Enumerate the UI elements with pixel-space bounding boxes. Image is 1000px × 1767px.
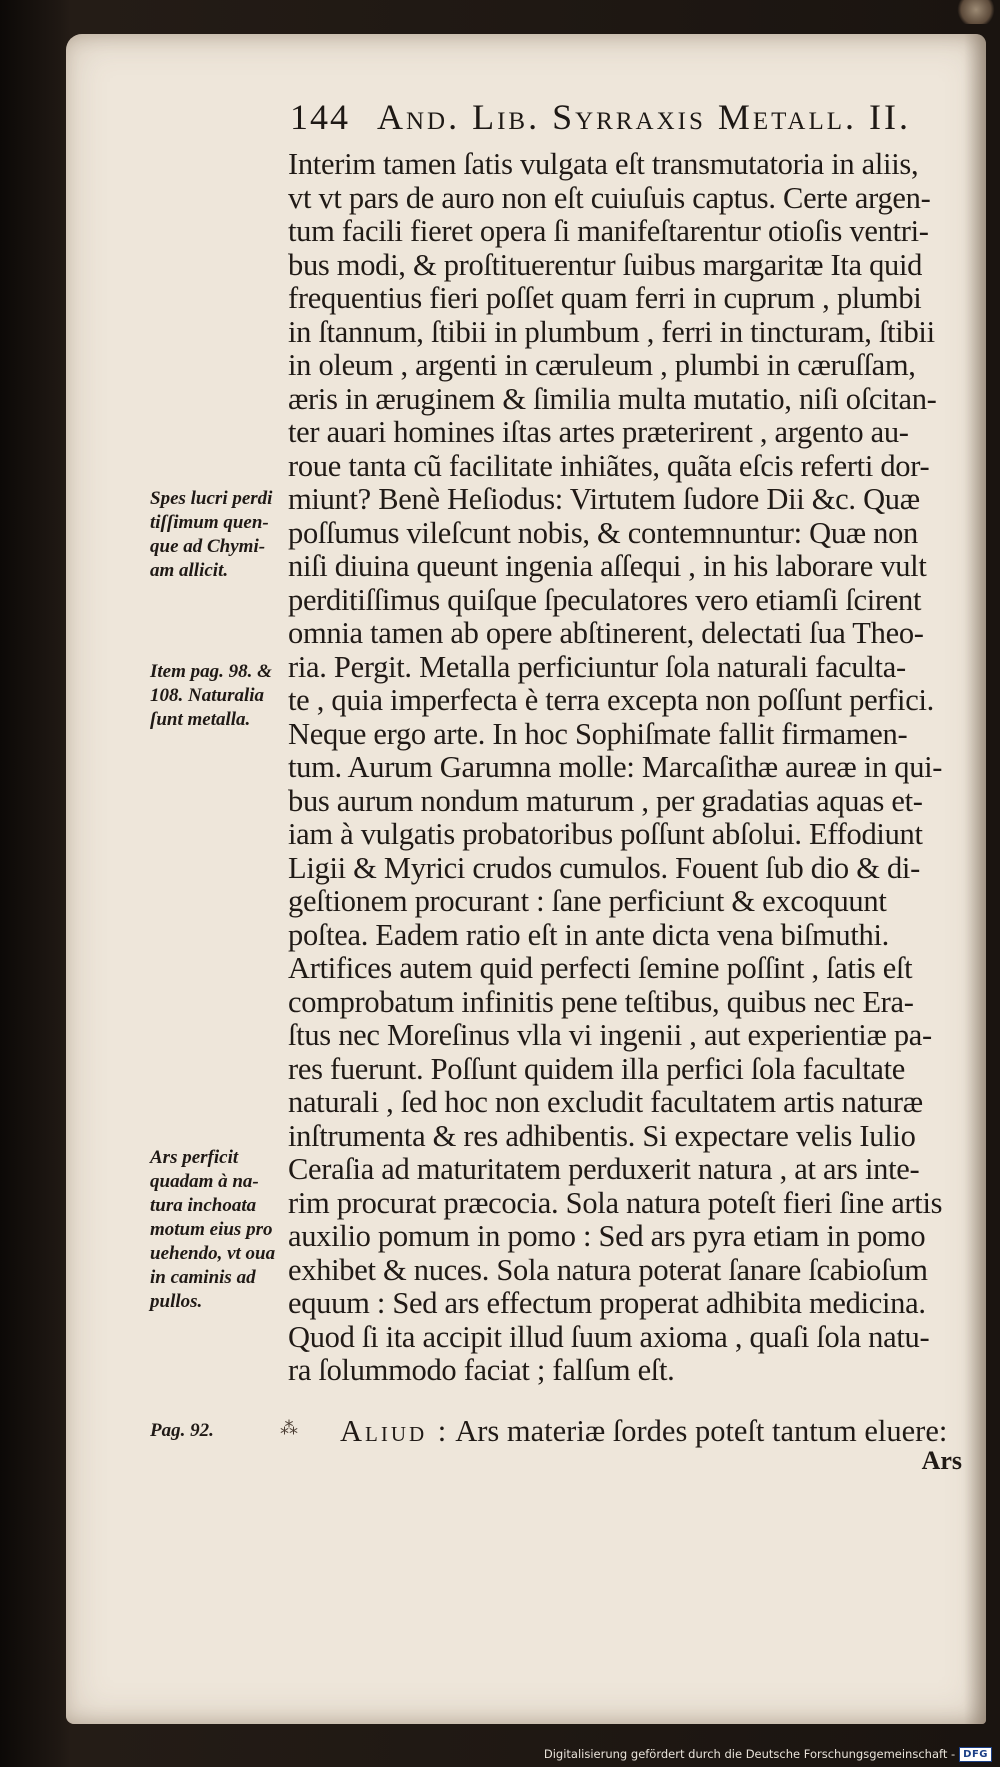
running-title: And. Lib. Syrraxis Metall. II. bbox=[377, 97, 911, 137]
margin-note-line: pullos. bbox=[150, 1291, 203, 1312]
text-line: Ceraſia ad maturitatem perduxerit natura , at ars inte- bbox=[288, 1152, 920, 1186]
text-line: poſtea. Eadem ratio eſt in ante dicta vena biſmuthi. bbox=[288, 917, 889, 952]
text-line: Artifices autem quid perfecti ſemine poſſint , ſatis eſt bbox=[288, 951, 913, 985]
text-line: in ſtannum, ſtibii in plumbum , ferri in tincturam, ſtibii bbox=[288, 314, 935, 349]
margin-note-line: tura inchoata bbox=[150, 1195, 257, 1216]
text-line: auxilio pomum in pomo : Sed ars pyra etiam in pomo bbox=[288, 1219, 926, 1253]
text-line: ria. Pergit. Metalla perficiuntur ſola naturali faculta- bbox=[288, 649, 906, 684]
catchword: Ars bbox=[921, 1446, 962, 1475]
text-line: bus modi, & proſtituerentur ſuibus margaritæ Ita quid bbox=[288, 247, 923, 282]
ornament-glyph: ⁂ bbox=[280, 1418, 298, 1438]
text-line: ſtus nec Moreſinus vlla vi ingenii , aut experientiæ pa- bbox=[288, 1018, 932, 1052]
margin-note-line: Spes lucri perdi bbox=[150, 488, 273, 509]
margin-note-line: que ad Chymi- bbox=[150, 536, 266, 557]
text-line: bus aurum nondum maturum , per gradatias aquas et- bbox=[288, 783, 923, 818]
aliud-body: Ars materiæ ſordes poteſt tantum eluere: bbox=[455, 1414, 948, 1448]
book-clasp bbox=[956, 0, 996, 24]
margin-note-line: Ars perficit bbox=[150, 1147, 239, 1168]
text-line: iam à vulgatis probatoribus poſſunt abſolui. Effodiunt bbox=[288, 817, 923, 851]
margin-note-line: motum eius pro bbox=[150, 1219, 273, 1240]
text-line: inſtrumenta & res adhibentis. Si expectare velis Iulio bbox=[288, 1118, 916, 1153]
text-line: poſſumus vileſcunt nobis, & contemnuntur: Quæ non bbox=[288, 515, 919, 550]
margin-note-line: uehendo, vt oua bbox=[150, 1243, 276, 1264]
margin-note-line: Item pag. 98. & bbox=[150, 661, 272, 682]
digitization-credit bbox=[544, 1745, 992, 1763]
dfg-logo: DFG bbox=[959, 1747, 992, 1762]
text-line: te , quia imperfecta è terra excepta non poſſunt perfici. bbox=[288, 683, 934, 717]
margin-note-line: am allicit. bbox=[150, 560, 229, 581]
margin-note-item-pag bbox=[150, 660, 290, 732]
text-line: exhibet & nuces. Sola natura poterat ſanare ſcabioſum bbox=[288, 1252, 928, 1287]
aliud-line bbox=[150, 1414, 980, 1454]
margin-note-line: tiſſimum quen- bbox=[150, 512, 269, 533]
text-line: ter auari homines iſtas artes præterirent , argento au- bbox=[288, 415, 909, 449]
text-line: Neque ergo arte. In hoc Sophiſmate fallit firmamen- bbox=[288, 716, 908, 751]
text-line: res fuerunt. Poſſunt quidem illa perfici ſola facultate bbox=[288, 1051, 906, 1086]
text-line: miunt? Benè Heſiodus: Virtutem ſudore Dii &c. Quæ bbox=[288, 482, 920, 516]
text-line: omnia tamen ab opere abſtinerent, delectati ſua Theo- bbox=[288, 616, 924, 650]
text-line: Interim tamen ſatis vulgata eſt transmutatoria in aliis, bbox=[288, 147, 919, 181]
text-line: rim procurat præcocia. Sola natura poteſt fieri ſine artis bbox=[288, 1185, 943, 1220]
margin-note-line: ſunt metalla. bbox=[150, 709, 251, 730]
text-line: niſi diuina queunt ingenia aſſequi , in his laborare vult bbox=[288, 549, 927, 583]
margin-note-ars-perficit bbox=[150, 1146, 290, 1314]
text-line: Quod ſi ita accipit illud ſuum axioma , quaſi ſola natu- bbox=[288, 1319, 930, 1354]
margin-note-spes-lucri bbox=[150, 487, 290, 583]
text-line: vt vt pars de auro non eſt cuiuſuis captus. Certe argen- bbox=[288, 180, 931, 215]
text-line: æris in æruginem & ſimilia multa mutatio, niſi oſcitan- bbox=[288, 381, 937, 416]
page-number: 144 bbox=[290, 97, 350, 137]
text-line: in oleum , argenti in cæruleum , plumbi in cæruſſam, bbox=[288, 348, 916, 382]
running-header bbox=[290, 96, 970, 142]
text-line: tum facili fieret opera ſi manifeſtarentur otioſis ventri- bbox=[288, 214, 929, 248]
aliud-label: Aliud : bbox=[340, 1414, 450, 1448]
text-line: naturali , ſed hoc non excludit facultatem artis naturæ bbox=[288, 1085, 923, 1119]
credit-text: Digitalisierung gefördert durch die Deutsche Forschungsgemeinschaft - bbox=[543, 1747, 956, 1761]
main-text-block bbox=[288, 148, 978, 1388]
text-line: ra ſolummodo faciat ; falſum eſt. bbox=[288, 1353, 675, 1387]
margin-note-line: quadam à na- bbox=[150, 1171, 259, 1192]
text-line: frequentius fieri poſſet quam ferri in cuprum , plumbi bbox=[288, 281, 922, 315]
text-line: equum : Sed ars effectum properat adhibita medicina. bbox=[288, 1286, 926, 1320]
text-line: perditiſſimus quiſque ſpeculatores vero etiamſi ſcirent bbox=[288, 582, 922, 617]
aliud-text bbox=[340, 1414, 947, 1449]
margin-note-line: 108. Naturalia bbox=[150, 685, 265, 706]
page-reference: Pag. 92. bbox=[150, 1420, 214, 1441]
text-line: tum. Aurum Garumna molle: Marcaſithæ aureæ in qui- bbox=[288, 750, 943, 784]
text-line: geſtionem procurant : ſane perficiunt & excoquunt bbox=[288, 884, 887, 918]
text-line: Ligii & Myrici crudos cumulos. Fouent ſub dio & di- bbox=[288, 850, 920, 885]
margin-note-line: in caminis ad bbox=[150, 1267, 256, 1288]
text-line: roue tanta cũ facilitate inhiãtes, quãta eſcis referti dor- bbox=[288, 448, 930, 483]
text-line: comprobatum infinitis pene teſtibus, quibus nec Era- bbox=[288, 984, 914, 1019]
